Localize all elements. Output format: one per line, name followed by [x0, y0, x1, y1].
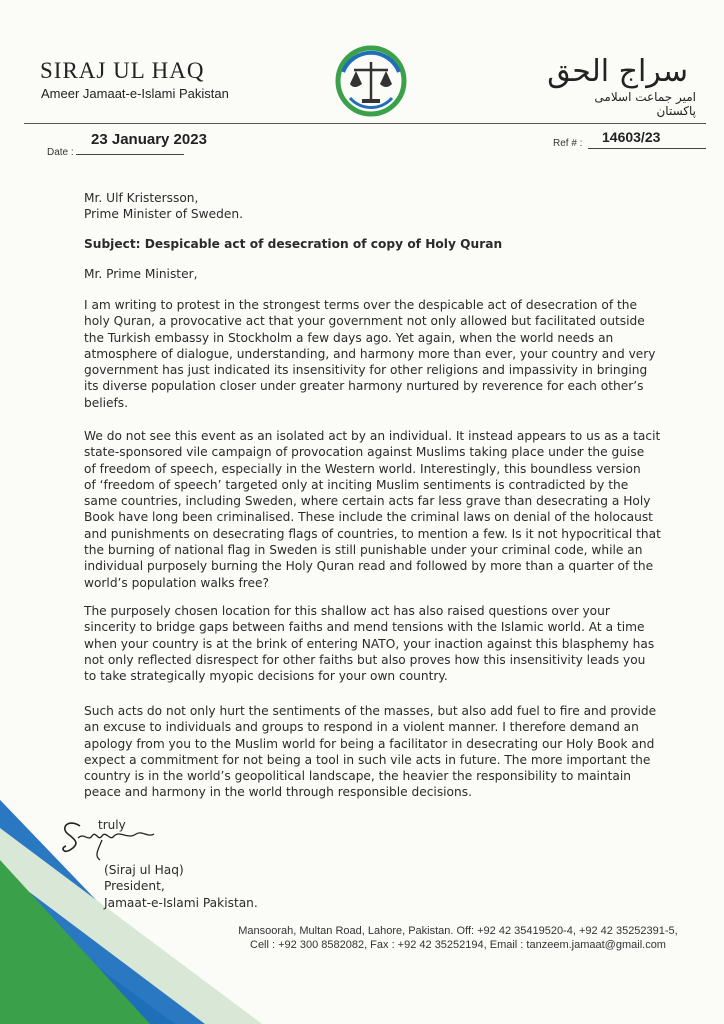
text-line: state-sponsored vile campaign of provocation against Muslims taking place under the guise	[84, 445, 645, 460]
text-line: of freedom of speech, especially in the Western world. Interestingly, this boundless version	[84, 461, 641, 476]
date-value: 23 January 2023	[91, 131, 207, 148]
text-line: an excuse to individuals and groups to respond in a violent manner. I therefore demand an	[84, 720, 639, 735]
paragraph-3	[84, 603, 684, 684]
text-line: world’s population walks free?	[84, 575, 269, 590]
ref-label: Ref # :	[553, 138, 583, 149]
scales-logo	[334, 42, 408, 120]
paragraph-4	[84, 703, 684, 801]
closing-word: truly	[98, 818, 126, 832]
date-underline	[76, 154, 184, 155]
text-line: Book have long been criminalised. These include the criminal laws on denial of the holocaust	[84, 510, 653, 525]
subject-line: Subject: Despicable act of desecration of copy of Holy Quran	[84, 237, 503, 251]
text-line: beliefs.	[84, 395, 129, 410]
text-line: government has just indicated its insensitivity for other religions and impassivity in bringing	[84, 363, 648, 378]
text-line: same countries, including Sweden, where certain acts far less grave than desecrating a Holy	[84, 494, 651, 509]
recipient-position: Prime Minister of Sweden.	[84, 207, 243, 222]
text-line: sincerity to bridge gaps between faiths and mend tensions with the Islamic world. At a time	[84, 620, 645, 635]
sender-name: SIRAJ UL HAQ	[40, 58, 205, 83]
paragraph-2	[84, 428, 684, 591]
text-line: country is in the world’s geopolitical landscape, the heavier the responsibility to maintain	[84, 769, 632, 784]
sender-title: Ameer Jamaat-e-Islami Pakistan	[41, 86, 229, 101]
text-line: atmosphere of dialogue, understanding, and harmony more than ever, your country and very	[84, 346, 656, 361]
text-line: of ‘freedom of speech’ targeted only at inciting Muslim sentiments is contradicted by the	[84, 477, 629, 492]
footer-address-line: Mansoorah, Multan Road, Lahore, Pakistan. Off: +92 42 35419520-4, +92 42 35252391-5,	[238, 925, 678, 937]
text-line: and punishments on desecrating flags of countries, to mention a few. Is it not hypocritical that	[84, 526, 661, 541]
text-line: holy Quran, a provocative act that your government not only allowed but facilitated outside	[84, 314, 645, 329]
text-line: Such acts do not only hurt the sentiments of the masses, but also add fuel to fire and provide	[84, 704, 657, 718]
urdu-name-calligraphy	[547, 50, 693, 90]
text-line: expect a commitment for not being a tool in such vile acts in future. The more important the	[84, 752, 651, 767]
text-line: its diverse population closer under greater harmony nurtured by reverence for each other’s	[84, 379, 644, 394]
paragraph-1	[84, 297, 684, 411]
header-divider	[24, 123, 706, 124]
text-line: The purposely chosen location for this shallow act has also raised questions over your	[84, 604, 610, 618]
text-line: to take strategically myopic decisions for your own country.	[84, 669, 448, 684]
recipient-name: Mr. Ulf Kristersson,	[84, 191, 199, 205]
text-line: We do not see this event as an isolated act by an individual. It instead appears to us as a tacit	[84, 429, 661, 443]
signatory-name: (Siraj ul Haq)	[104, 863, 184, 877]
text-line: the burning of national flag in Sweden is still punishable under your criminal code, while an	[84, 543, 643, 558]
signatory-block	[104, 862, 258, 911]
text-line: when your country is at the brink of entering NATO, your inaction against this blasphemy has	[84, 636, 655, 651]
text-line: peace and harmony in the world through responsible decisions.	[84, 785, 472, 800]
text-line: not only reflected disrespect for other faiths but also proves how this insensitivity leads you	[84, 652, 646, 667]
ref-number: 14603/23	[602, 129, 661, 145]
text-line: apology from you to the Muslim world for being a facilitator in desecrating our Holy Book and	[84, 736, 655, 751]
salutation: Mr. Prime Minister,	[84, 267, 198, 281]
signatory-organization: Jamaat-e-Islami Pakistan.	[104, 895, 258, 910]
text-line: individual purposely burning the Holy Quran read and followed by more than a quarter of the	[84, 559, 654, 574]
date-label: Date :	[47, 147, 74, 158]
footer-contact	[210, 924, 706, 952]
urdu-title: امیر جماعت اسلامی پاکستان	[594, 90, 696, 118]
ref-underline	[588, 148, 706, 149]
footer-contact-line: Cell : +92 300 8582082, Fax : +92 42 35252194, Email : tanzeem.jamaat@gmail.com	[250, 939, 666, 951]
recipient-block	[84, 190, 684, 223]
text-line: the Turkish embassy in Stockholm a few days ago. Yet again, when the world needs an	[84, 330, 614, 345]
svg-text:سراج الحق: سراج الحق	[547, 54, 688, 89]
text-line: I am writing to protest in the strongest terms over the despicable act of desecration of the	[84, 298, 638, 312]
signatory-position: President,	[104, 879, 165, 894]
